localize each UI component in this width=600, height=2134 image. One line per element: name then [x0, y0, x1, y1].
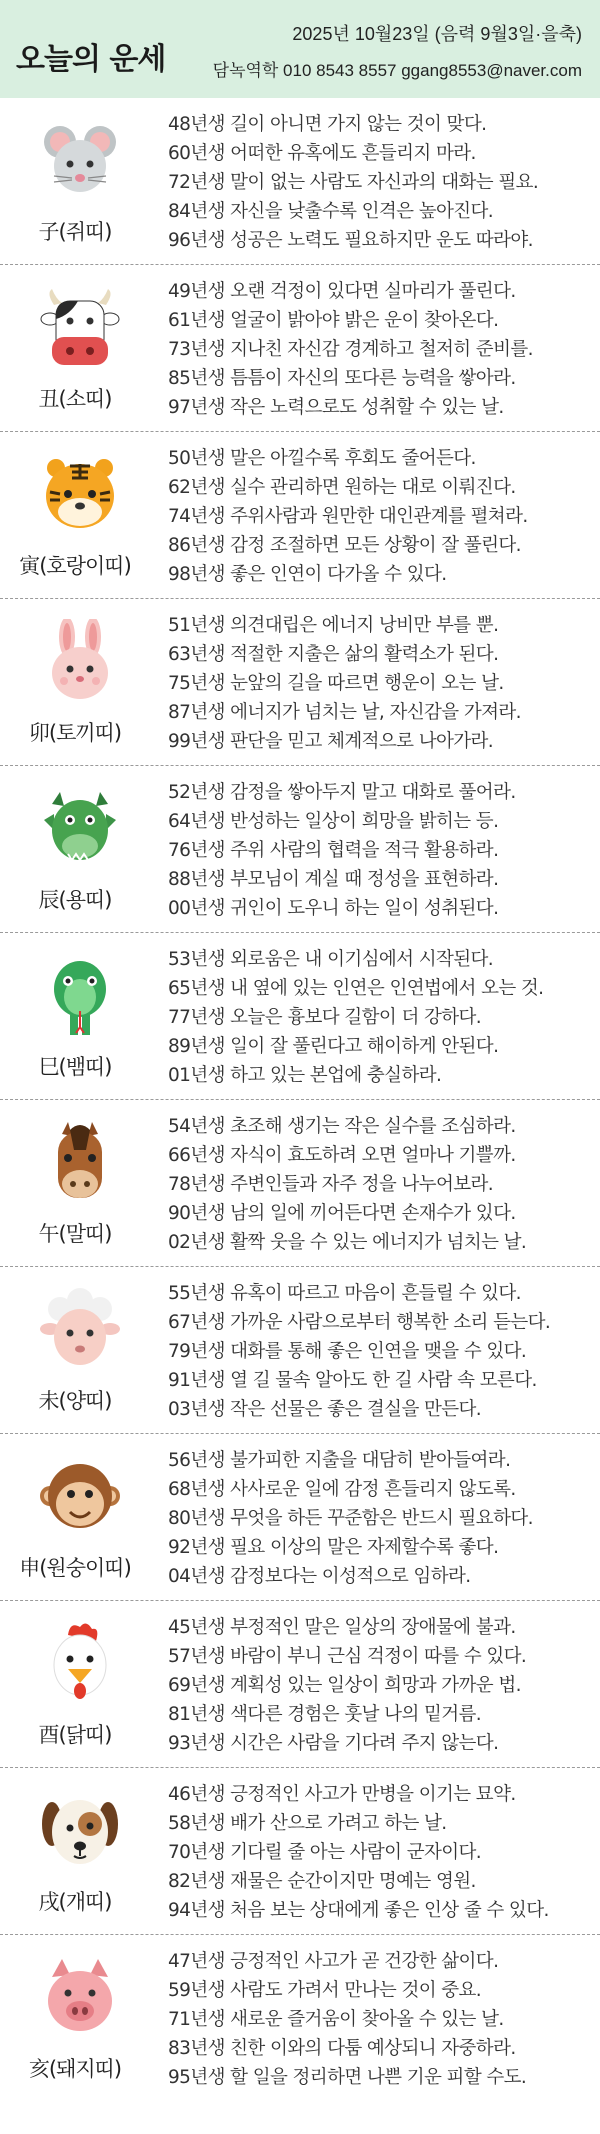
zodiac-label: 子(쥐띠): [38, 220, 112, 244]
fortune-row: [0, 1267, 600, 1434]
fortune-row: [0, 599, 600, 766]
fortune-line: 86년생 감정 조절하면 모든 상황이 잘 풀린다.: [168, 535, 521, 556]
fortune-line: 46년생 긍정적인 사고가 만병을 이기는 묘약.: [168, 1784, 516, 1805]
header: [0, 0, 600, 98]
fortune-line: 92년생 필요 이상의 말은 자제할수록 좋다.: [168, 1537, 499, 1558]
fortune-row: [0, 1768, 600, 1935]
fortune-row: [0, 1935, 600, 2102]
fortune-line: 01년생 하고 있는 본업에 충실하라.: [168, 1065, 442, 1086]
zodiac-label: 酉(닭띠): [38, 1723, 112, 1747]
page-title: 오늘의 운세: [16, 42, 166, 77]
fortune-line: 03년생 작은 선물은 좋은 결실을 만든다.: [168, 1399, 482, 1420]
fortune-row: [0, 265, 600, 432]
sheep-icon: [40, 1287, 120, 1371]
horse-icon: [40, 1120, 120, 1204]
fortune-line: 53년생 외로움은 내 이기심에서 시작된다.: [168, 949, 494, 970]
zodiac-animal: [0, 432, 150, 599]
fortune-lines: [168, 277, 598, 422]
zodiac-animal: [0, 1935, 150, 2102]
fortune-line: 87년생 에너지가 넘치는 날, 자신감을 가져라.: [168, 702, 521, 723]
fortune-line: 50년생 말은 아낄수록 후회도 줄어든다.: [168, 448, 476, 469]
fortune-line: 77년생 오늘은 흉보다 길함이 더 강하다.: [168, 1007, 482, 1028]
zodiac-label: 辰(용띠): [38, 888, 112, 912]
fortune-line: 75년생 눈앞의 길을 따르면 행운이 오는 날.: [168, 673, 504, 694]
fortune-list: [0, 98, 600, 2102]
fortune-line: 48년생 길이 아니면 가지 않는 것이 맞다.: [168, 114, 487, 135]
fortune-line: 63년생 적절한 지출은 삶의 활력소가 된다.: [168, 644, 499, 665]
fortune-lines: [168, 945, 598, 1090]
fortune-lines: [168, 1613, 598, 1758]
fortune-line: 95년생 할 일을 정리하면 나쁜 기운 피할 수도.: [168, 2067, 527, 2088]
fortune-line: 78년생 주변인들과 자주 정을 나누어보라.: [168, 1174, 494, 1195]
tiger-icon: [40, 452, 120, 536]
fortune-row: [0, 98, 600, 265]
fortune-line: 76년생 주위 사람의 협력을 적극 활용하라.: [168, 840, 499, 861]
zodiac-animal: [0, 265, 150, 432]
fortune-line: 81년생 색다른 경험은 훗날 나의 밑거름.: [168, 1704, 482, 1725]
fortune-line: 83년생 친한 이와의 다툼 예상되니 자중하라.: [168, 2038, 516, 2059]
fortune-lines: [168, 110, 598, 255]
dragon-icon: [40, 786, 120, 870]
zodiac-label: 午(말띠): [38, 1222, 112, 1246]
fortune-line: 62년생 실수 관리하면 원하는 대로 이뤄진다.: [168, 477, 516, 498]
zodiac-label: 巳(뱀띠): [38, 1055, 112, 1079]
fortune-line: 72년생 말이 없는 사람도 자신과의 대화는 필요.: [168, 172, 539, 193]
fortune-row: [0, 933, 600, 1100]
fortune-lines: [168, 1279, 598, 1424]
rooster-icon: [40, 1621, 120, 1705]
zodiac-label: 戌(개띠): [38, 1890, 112, 1914]
rat-icon: [40, 118, 120, 202]
fortune-line: 74년생 주위사람과 원만한 대인관계를 펼쳐라.: [168, 506, 528, 527]
fortune-line: 56년생 불가피한 지출을 대담히 받아들여라.: [168, 1450, 511, 1471]
fortune-line: 02년생 활짝 웃을 수 있는 에너지가 넘치는 날.: [168, 1232, 527, 1253]
fortune-line: 79년생 대화를 통해 좋은 인연을 맺을 수 있다.: [168, 1341, 527, 1362]
fortune-row: [0, 432, 600, 599]
rabbit-icon: [40, 619, 120, 703]
fortune-lines: [168, 1446, 598, 1591]
fortune-line: 80년생 무엇을 하든 꾸준함은 반드시 필요하다.: [168, 1508, 533, 1529]
zodiac-label: 丑(소띠): [38, 387, 112, 411]
zodiac-animal: [0, 1768, 150, 1935]
fortune-lines: [168, 611, 598, 756]
fortune-line: 66년생 자식이 효도하려 오면 얼마나 기쁠까.: [168, 1145, 516, 1166]
zodiac-animal: [0, 766, 150, 933]
fortune-line: 94년생 처음 보는 상대에게 좋은 인상 줄 수 있다.: [168, 1900, 549, 1921]
fortune-line: 04년생 감정보다는 이성적으로 임하라.: [168, 1566, 471, 1587]
fortune-lines: [168, 1112, 598, 1257]
fortune-lines: [168, 1780, 598, 1925]
fortune-line: 54년생 초조해 생기는 작은 실수를 조심하라.: [168, 1116, 516, 1137]
fortune-line: 65년생 내 옆에 있는 인연은 인연법에서 오는 것.: [168, 978, 544, 999]
fortune-line: 58년생 배가 산으로 가려고 하는 날.: [168, 1813, 447, 1834]
fortune-line: 60년생 어떠한 유혹에도 흔들리지 마라.: [168, 143, 476, 164]
fortune-line: 82년생 재물은 순간이지만 명예는 영원.: [168, 1871, 476, 1892]
zodiac-label: 未(양띠): [38, 1389, 112, 1413]
zodiac-label: 申(원숭이띠): [19, 1556, 131, 1580]
fortune-line: 52년생 감정을 쌓아두지 말고 대화로 풀어라.: [168, 782, 516, 803]
fortune-lines: [168, 778, 598, 923]
dog-icon: [40, 1788, 120, 1872]
zodiac-animal: [0, 599, 150, 766]
fortune-line: 98년생 좋은 인연이 다가올 수 있다.: [168, 564, 447, 585]
fortune-row: [0, 1601, 600, 1768]
fortune-line: 69년생 계획성 있는 일상이 희망과 가까운 법.: [168, 1675, 521, 1696]
zodiac-animal: [0, 1100, 150, 1267]
zodiac-animal: [0, 1434, 150, 1601]
fortune-line: 97년생 작은 노력으로도 성취할 수 있는 날.: [168, 397, 504, 418]
fortune-line: 64년생 반성하는 일상이 희망을 밝히는 등.: [168, 811, 499, 832]
fortune-line: 68년생 사사로운 일에 감정 흔들리지 않도록.: [168, 1479, 516, 1500]
pig-icon: [40, 1955, 120, 2039]
fortune-line: 67년생 가까운 사람으로부터 행복한 소리 듣는다.: [168, 1312, 551, 1333]
snake-icon: [40, 953, 120, 1037]
zodiac-animal: [0, 1601, 150, 1768]
zodiac-animal: [0, 933, 150, 1100]
fortune-line: 84년생 자신을 낮출수록 인격은 높아진다.: [168, 201, 494, 222]
header-date: 2025년 10월23일 (음력 9월3일·을축): [292, 24, 582, 44]
fortune-lines: [168, 1947, 598, 2092]
zodiac-label: 寅(호랑이띠): [19, 554, 131, 578]
fortune-line: 89년생 일이 잘 풀린다고 해이하게 안된다.: [168, 1036, 499, 1057]
fortune-line: 00년생 귀인이 도우니 하는 일이 성취된다.: [168, 898, 499, 919]
fortune-line: 49년생 오랜 걱정이 있다면 실마리가 풀린다.: [168, 281, 516, 302]
zodiac-animal: [0, 98, 150, 265]
zodiac-label: 卯(토끼띠): [28, 721, 122, 745]
monkey-icon: [40, 1454, 120, 1538]
fortune-line: 61년생 얼굴이 밝아야 밝은 운이 찾아온다.: [168, 310, 499, 331]
fortune-line: 57년생 바람이 부니 근심 걱정이 따를 수 있다.: [168, 1646, 527, 1667]
ox-icon: [40, 285, 120, 369]
fortune-row: [0, 766, 600, 933]
fortune-lines: [168, 444, 598, 589]
fortune-line: 71년생 새로운 즐거움이 찾아올 수 있는 날.: [168, 2009, 504, 2030]
fortune-line: 88년생 부모님이 계실 때 정성을 표현하라.: [168, 869, 499, 890]
fortune-line: 45년생 부정적인 말은 일상의 장애물에 불과.: [168, 1617, 516, 1638]
fortune-line: 55년생 유혹이 따르고 마음이 흔들릴 수 있다.: [168, 1283, 521, 1304]
fortune-line: 73년생 지나친 자신감 경계하고 철저히 준비를.: [168, 339, 533, 360]
fortune-line: 47년생 긍정적인 사고가 곧 건강한 삶이다.: [168, 1951, 499, 1972]
header-contact: 담녹역학 010 8543 8557 ggang8553@naver.com: [212, 61, 582, 80]
fortune-line: 90년생 남의 일에 끼어든다면 손재수가 있다.: [168, 1203, 516, 1224]
fortune-line: 70년생 기다릴 줄 아는 사람이 군자이다.: [168, 1842, 482, 1863]
fortune-line: 93년생 시간은 사람을 기다려 주지 않는다.: [168, 1733, 499, 1754]
zodiac-animal: [0, 1267, 150, 1434]
fortune-line: 85년생 틈틈이 자신의 또다른 능력을 쌓아라.: [168, 368, 516, 389]
fortune-row: [0, 1434, 600, 1601]
fortune-line: 96년생 성공은 노력도 필요하지만 운도 따라야.: [168, 230, 533, 251]
fortune-line: 99년생 판단을 믿고 체계적으로 나아가라.: [168, 731, 494, 752]
zodiac-label: 亥(돼지띠): [28, 2057, 122, 2081]
fortune-line: 51년생 의견대립은 에너지 낭비만 부를 뿐.: [168, 615, 499, 636]
fortune-line: 91년생 열 길 물속 알아도 한 길 사람 속 모른다.: [168, 1370, 537, 1391]
fortune-line: 59년생 사람도 가려서 만나는 것이 중요.: [168, 1980, 482, 2001]
fortune-row: [0, 1100, 600, 1267]
